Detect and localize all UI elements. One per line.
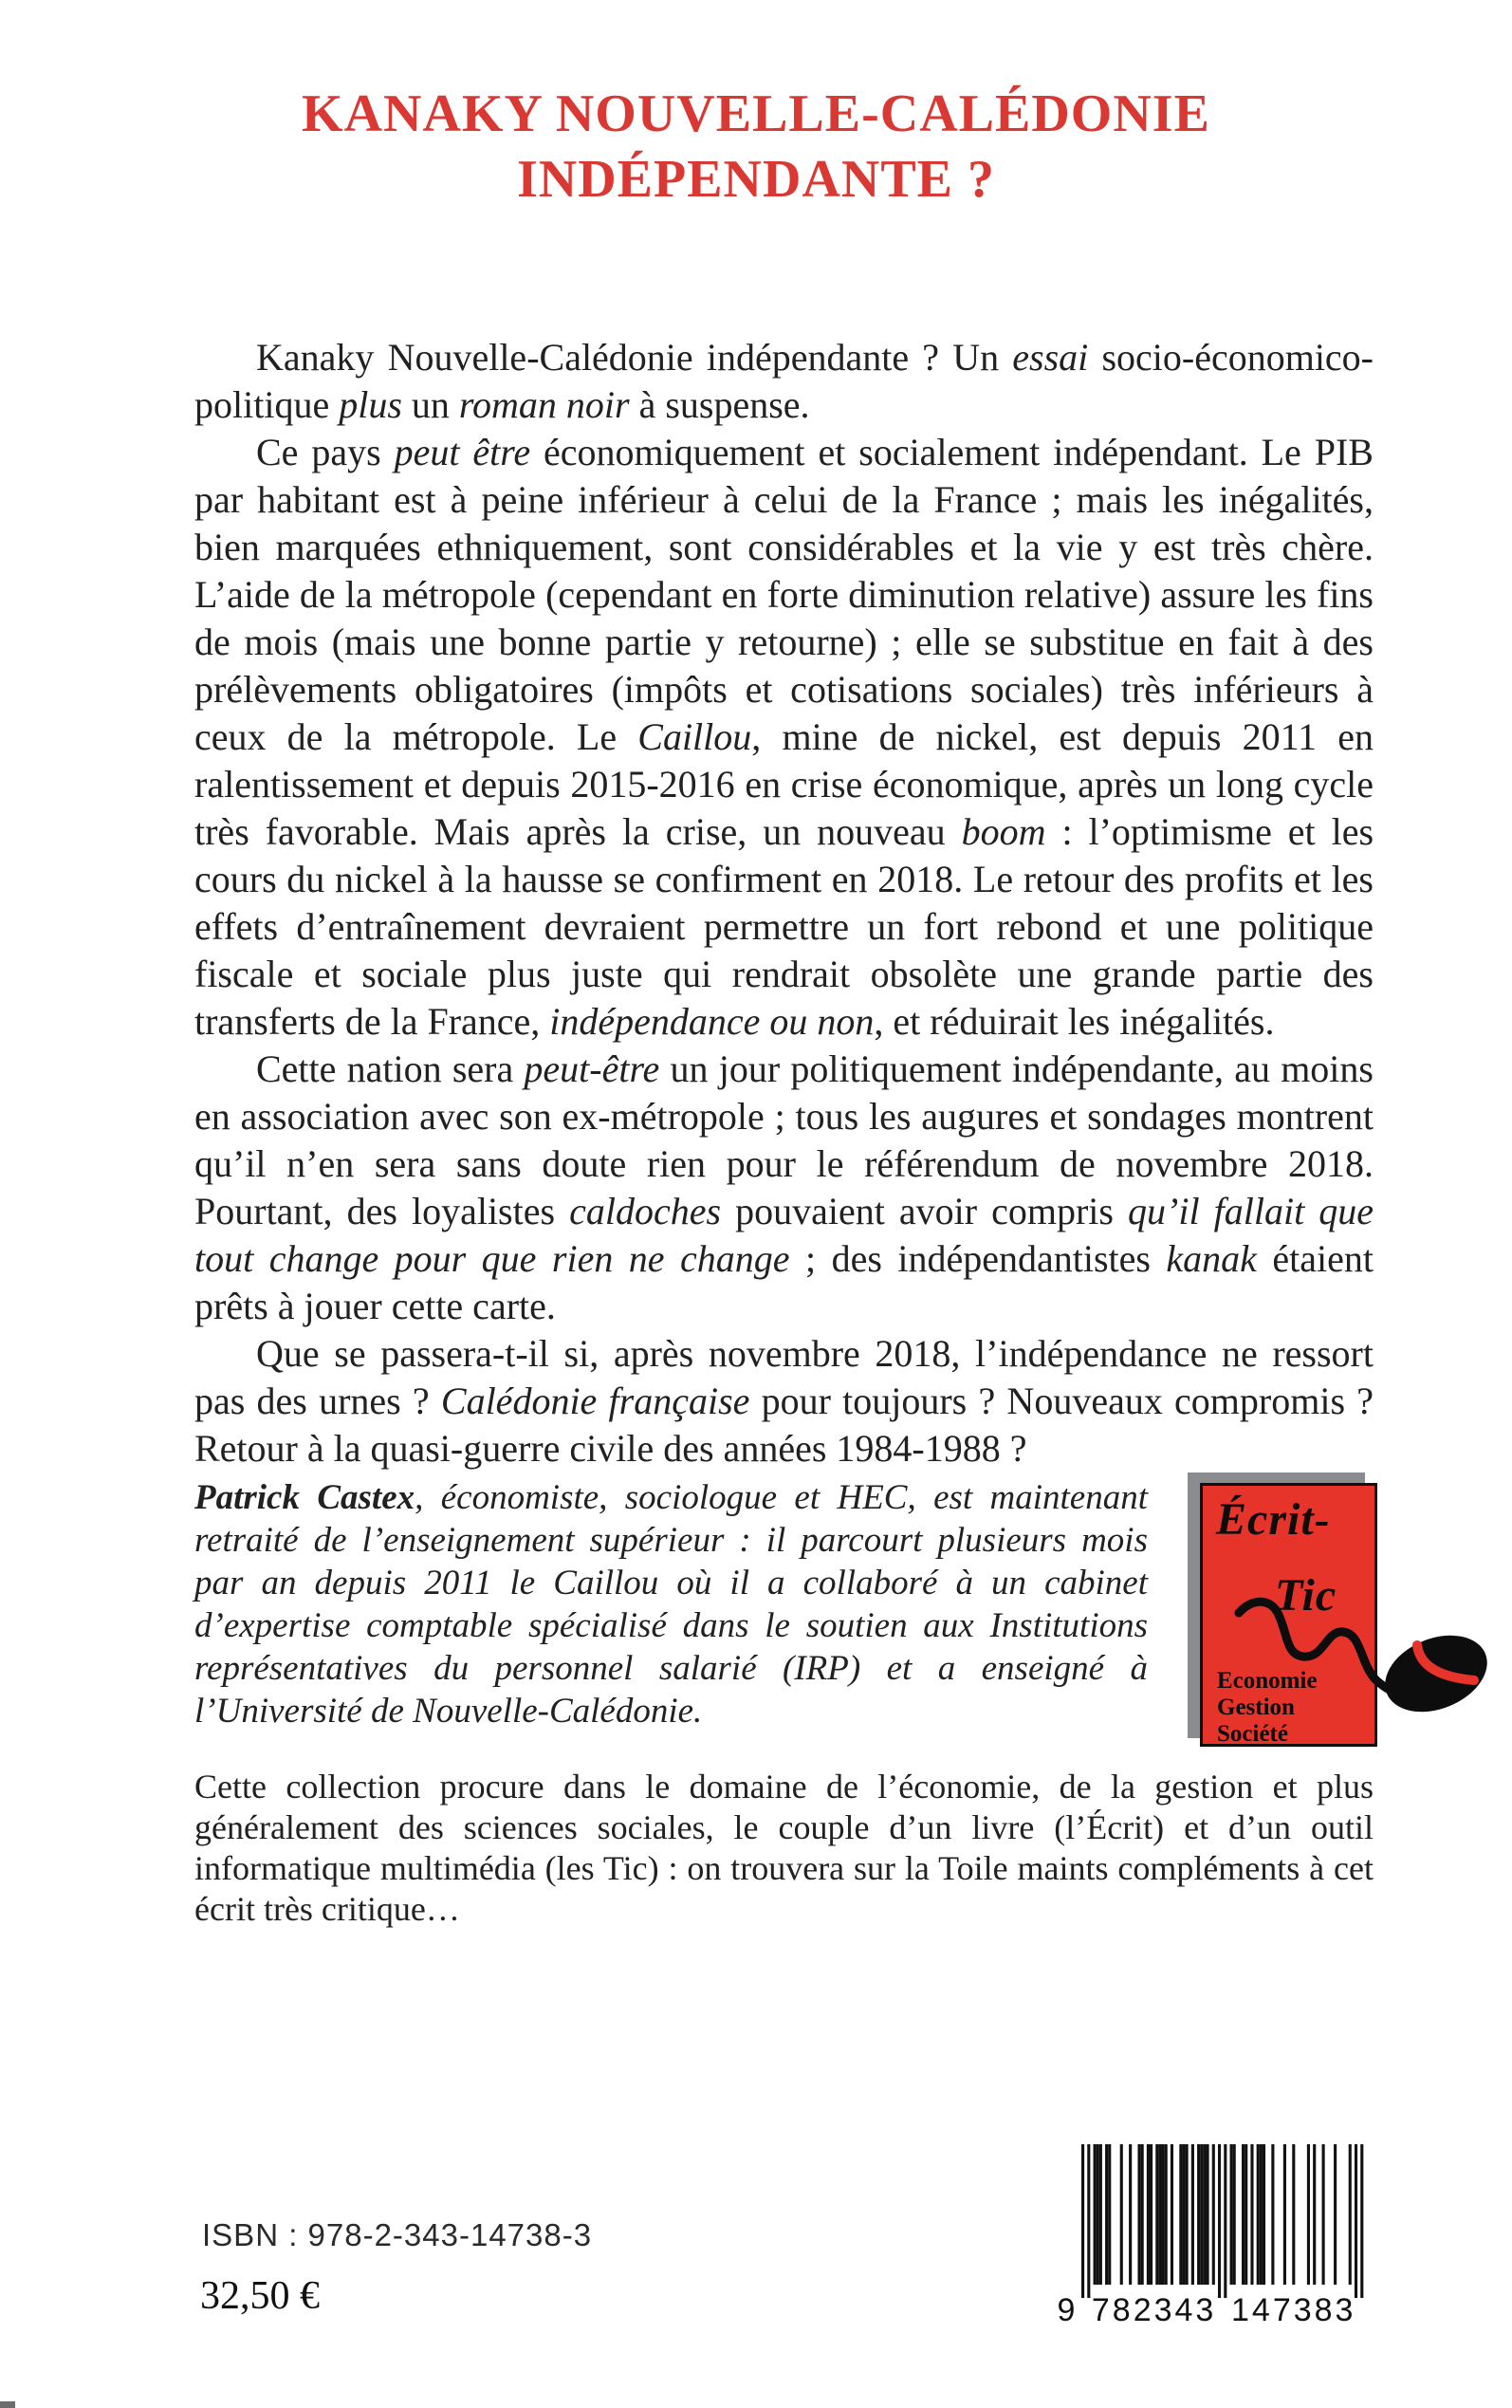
ean13-barcode [1057, 2137, 1379, 2326]
svg-text:7: 7 [1272, 2292, 1291, 2326]
svg-text:3: 3 [1335, 2292, 1354, 2326]
logo-subject-gestion: Gestion [1217, 1695, 1295, 1720]
logo-word-ecrit: Écrit- [1216, 1494, 1331, 1545]
logo-subject-economie: Economie [1217, 1668, 1318, 1694]
mouse-red-stripe [1417, 1645, 1474, 1680]
svg-text:4: 4 [1174, 2292, 1193, 2326]
svg-text:4: 4 [1251, 2292, 1270, 2326]
svg-text:7: 7 [1091, 2292, 1110, 2326]
svg-text:3: 3 [1153, 2292, 1172, 2326]
logo-word-tic: Tic [1275, 1570, 1337, 1621]
svg-text:3: 3 [1195, 2292, 1214, 2326]
collection-note: Cette collection procure dans le domaine de l’économie, de la gestion et plus généralement des sciences sociales, le couple d’un livre (l’Écrit) et d’un outil informatique multimédia (les Tic) : on trouvera sur la Toile maints compléments à cet écrit très critique… [194, 1768, 1374, 1928]
isbn-text: ISBN : 978-2-343-14738-3 [202, 2217, 593, 2252]
svg-text:1: 1 [1230, 2292, 1249, 2326]
price-text: 32,50 € [200, 2274, 320, 2318]
publisher-logo [1200, 1483, 1377, 1747]
book-title-line1: KANAKY NOUVELLE-CALÉDONIE [302, 84, 1210, 143]
svg-text:3: 3 [1293, 2292, 1312, 2326]
book-title [0, 82, 1512, 213]
svg-text:8: 8 [1112, 2292, 1131, 2326]
synopsis-paragraph-1: Kanaky Nouvelle-Calédonie indépendante ? Un essai socio-économico-politique plus un roman noir à suspense. [194, 336, 1374, 426]
svg-text:2: 2 [1133, 2292, 1152, 2326]
logo-subject-list [1217, 1668, 1318, 1748]
scan-corner-mark [0, 2401, 15, 2408]
synopsis-paragraph-2: Ce pays peut être économiquement et socialement indépendant. Le PIB par habitant est à peine inférieur à celui de la France ; mais les inégalités, bien marquées ethniquement, sont considérables et la vie y est très chère. L’aide de la métropole (cependant en forte diminution relative) assure les fins de mois (mais une bonne partie y retourne) ; elle se substitue en fait à des prélèvements obligatoires (impôts et cotisations sociales) très inférieurs à ceux de la métropole. Le Caillou, mine de nickel, est depuis 2011 en ralentissement et depuis 2015-2016 en crise économique, après un long cycle très favorable. Mais après la crise, un nouveau boom : l’optimisme et les cours du nickel à la hausse se confirment en 2018. Le retour des profits et les effets d’entraînement devraient permettre un fort rebond et une politique fiscale et sociale plus juste qui rendrait obsolète une grande partie des transferts de la France, indépendance ou non, et réduirait les inégalités. [194, 431, 1374, 1043]
synopsis [194, 334, 1374, 1473]
book-title-line2: INDÉPENDANTE ? [516, 150, 996, 209]
svg-text:9: 9 [1057, 2292, 1076, 2326]
synopsis-paragraph-3: Cette nation sera peut-être un jour politiquement indépendante, au moins en association avec son ex-métropole ; tous les augures et sondages montrent qu’il n’en sera sans doute rien pour le référendum de novembre 2018. Pourtant, des loyalistes caldoches pouvaient avoir compris qu’il fallait que tout change pour que rien ne change ; des indépendantistes kanak étaient prêts à jouer cette carte. [194, 1047, 1374, 1327]
synopsis-paragraph-4: Que se passera-t-il si, après novembre 2018, l’indépendance ne ressort pas des urnes ? Calédonie française pour toujours ? Nouveaux compromis ? Retour à la quasi-guerre civile des années 1984-1988 ? [194, 1332, 1374, 1470]
svg-text:8: 8 [1314, 2292, 1333, 2326]
logo-subject-societe: Société [1217, 1721, 1288, 1747]
author-bio: Patrick Castex, économiste, sociologue et HEC, est maintenant retraité de l’enseignement supérieur : il parcourt plusieurs mois par an depuis 2011 le Caillou où il a collaboré à un cabinet d’expertise comptable spécialisé dans le soutien aux Institutions représentatives du personnel salarié (IRP) et a enseigné à l’Université de Nouvelle-Calédonie. [194, 1478, 1148, 1731]
computer-mouse-icon [1374, 1621, 1499, 1727]
